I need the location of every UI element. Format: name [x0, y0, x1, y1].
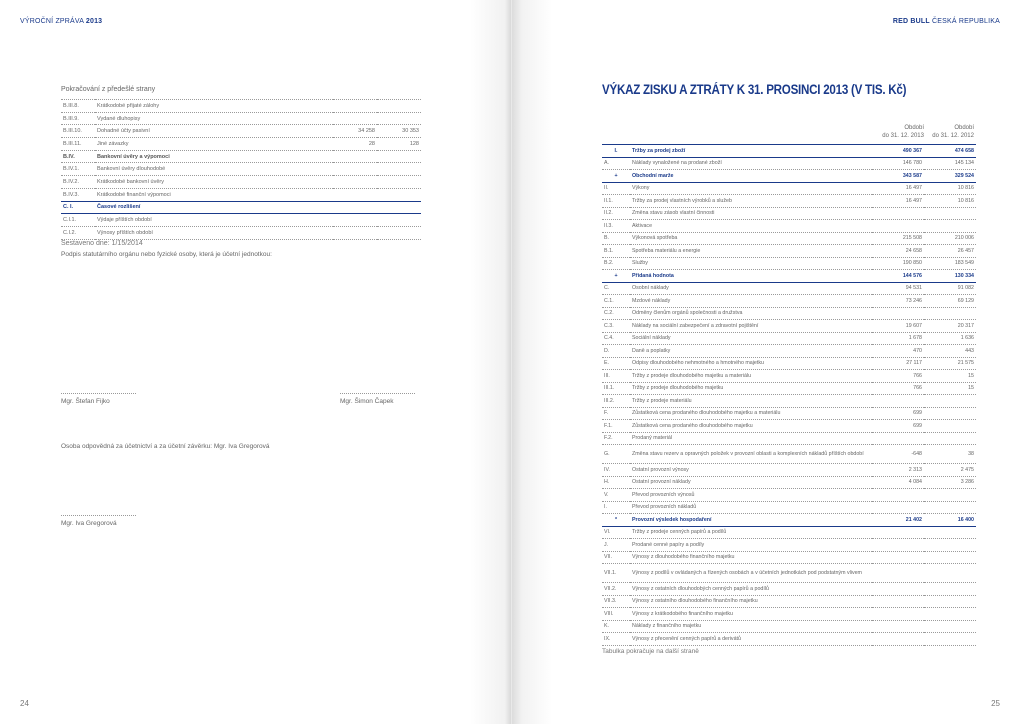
- balance-sheet-row: [61, 125, 421, 138]
- row-label: Provozní výsledek hospodaření: [630, 514, 872, 527]
- income-statement-row: [602, 464, 976, 477]
- row-label: Sociální náklady: [630, 332, 872, 345]
- row-value-prior: [377, 188, 421, 201]
- row-value-prior: [924, 395, 976, 408]
- row-value-prior: 26 457: [924, 245, 976, 258]
- income-statement-row: [602, 270, 976, 283]
- row-label: Ostatní provozní výnosy: [630, 464, 872, 477]
- row-value-current: [872, 307, 924, 320]
- left-page: [0, 0, 511, 724]
- row-code: VIII.: [602, 608, 630, 621]
- row-value-current: 190 850: [872, 257, 924, 270]
- row-code: B.2.: [602, 257, 630, 270]
- income-statement-row: [602, 514, 976, 527]
- row-value-prior: [924, 583, 976, 596]
- row-value-current: [872, 489, 924, 502]
- income-statement-row: [602, 170, 976, 183]
- income-statement-row: [602, 332, 976, 345]
- row-label: Vydané dluhopisy: [95, 112, 333, 125]
- row-label: Dohadné účty pasivní: [95, 125, 333, 138]
- row-label: Výnosy z dlouhodobého finančního majetku: [630, 551, 872, 564]
- balance-sheet-row: [61, 214, 421, 227]
- income-statement-row: [602, 145, 976, 158]
- row-value-prior: 183 549: [924, 257, 976, 270]
- income-statement-row: [602, 407, 976, 420]
- row-code: F.: [602, 407, 630, 420]
- row-value-prior: 20 317: [924, 320, 976, 333]
- continues-note: Tabulka pokračuje na další straně: [602, 648, 699, 655]
- row-code: VII.3.: [602, 595, 630, 608]
- row-value-current: 766: [872, 382, 924, 395]
- row-label: Výnosy příštích období: [95, 226, 333, 239]
- row-value-prior: 16 400: [924, 514, 976, 527]
- report-year: 2013: [85, 18, 103, 25]
- row-label: Výnosy z přecenění cenných papírů a derivátů: [630, 633, 872, 646]
- column-header-2013-label: Období: [904, 125, 924, 131]
- row-label: Tržby za prodej vlastních výrobků a služeb: [630, 195, 872, 208]
- row-value-current: 73 246: [872, 295, 924, 308]
- row-label: Přidaná hodnota: [630, 270, 872, 283]
- row-value-prior: [377, 150, 421, 163]
- balance-sheet-row: [61, 112, 421, 125]
- signature-line-1: [61, 393, 136, 394]
- row-value-current: 27 117: [872, 357, 924, 370]
- row-value-prior: 1 636: [924, 332, 976, 345]
- row-value-current: [872, 620, 924, 633]
- row-code: VI.: [602, 526, 630, 539]
- row-label: Odměny členům orgánů společnosti a družstva: [630, 307, 872, 320]
- row-code: C.I.2.: [61, 226, 95, 239]
- row-value-current: [872, 608, 924, 621]
- balance-sheet-row: [61, 150, 421, 163]
- row-value-prior: 30 353: [377, 125, 421, 138]
- column-header-2012: [892, 124, 974, 140]
- column-header-2012-label: Období: [954, 125, 974, 131]
- income-statement-row: [602, 195, 976, 208]
- compiled-date: Sestaveno dne: 1/15/2014: [61, 240, 143, 247]
- row-value-current: 699: [872, 407, 924, 420]
- income-statement-row: [602, 232, 976, 245]
- row-code: G.: [602, 445, 630, 464]
- row-value-prior: [924, 595, 976, 608]
- balance-sheet-row: [61, 188, 421, 201]
- row-label: Změna stavu rezerv a opravných položek v provozní oblasti a komplexních nákladů příštích období: [630, 445, 872, 464]
- income-statement-row: [602, 501, 976, 514]
- row-code: K.: [602, 620, 630, 633]
- row-value-prior: [924, 633, 976, 646]
- row-value-current: [872, 207, 924, 220]
- row-value-current: [872, 220, 924, 233]
- row-label: Převod provozních výnosů: [630, 489, 872, 502]
- row-code: C.2.: [602, 307, 630, 320]
- row-code: B.IV.2.: [61, 176, 95, 189]
- row-label: Výnosy z podílů v ovládaných a řízených osobách a v účetních jednotkách pod podstatným vlivem: [630, 564, 872, 583]
- row-value-prior: 10 816: [924, 182, 976, 195]
- row-value-current: [872, 539, 924, 552]
- row-label: Tržby z prodeje dlouhodobého majetku: [630, 382, 872, 395]
- signature-prompt: Podpis statutárního orgánu nebo fyzické osoby, která je účetní jednotkou:: [61, 251, 272, 258]
- row-value-prior: 329 524: [924, 170, 976, 183]
- income-statement-row: [602, 489, 976, 502]
- row-code: C.4.: [602, 332, 630, 345]
- row-value-current: [333, 163, 377, 176]
- row-label: Výnosy z krátkodobého finančního majetku: [630, 608, 872, 621]
- row-value-prior: 443: [924, 345, 976, 358]
- row-code: I.: [602, 501, 630, 514]
- row-label: Náklady vynaložené na prodané zboží: [630, 157, 872, 170]
- row-code: IX.: [602, 633, 630, 646]
- row-label: Prodaný materiál: [630, 432, 872, 445]
- row-value-current: 28: [333, 138, 377, 151]
- row-value-current: 470: [872, 345, 924, 358]
- balance-sheet-row: [61, 176, 421, 189]
- row-value-prior: [924, 501, 976, 514]
- row-value-current: 343 587: [872, 170, 924, 183]
- row-code: C. I.: [61, 201, 95, 214]
- row-value-current: 4 084: [872, 476, 924, 489]
- left-header: [20, 18, 102, 25]
- row-code: +: [602, 270, 630, 283]
- income-statement-row: [602, 583, 976, 596]
- income-statement-row: [602, 295, 976, 308]
- row-value-current: [872, 432, 924, 445]
- signature-line-3: [61, 515, 136, 516]
- signature-line-2: [340, 393, 415, 394]
- row-label: Náklady na sociální zabezpečení a zdravotní pojištění: [630, 320, 872, 333]
- balance-sheet-row: [61, 226, 421, 239]
- row-label: Náklady z finančního majetku: [630, 620, 872, 633]
- row-label: Krátkodobé přijaté zálohy: [95, 100, 333, 113]
- row-value-prior: 145 134: [924, 157, 976, 170]
- row-code: C.3.: [602, 320, 630, 333]
- signer-1: Mgr. Štefan Fijko: [61, 398, 110, 405]
- row-value-prior: [924, 307, 976, 320]
- row-value-current: [333, 100, 377, 113]
- row-value-prior: [377, 201, 421, 214]
- page-number-left: 24: [20, 699, 29, 708]
- row-label: Tržby z prodeje materiálu: [630, 395, 872, 408]
- row-label: Tržby z prodeje cenných papírů a podílů: [630, 526, 872, 539]
- row-label: Krátkodobé bankovní úvěry: [95, 176, 333, 189]
- income-statement-row: [602, 357, 976, 370]
- row-label: Krátkodobé finanční výpomoci: [95, 188, 333, 201]
- row-value-current: [333, 201, 377, 214]
- row-value-current: [872, 526, 924, 539]
- row-code: I.: [602, 145, 630, 158]
- income-statement-row: [602, 245, 976, 258]
- row-code: *: [602, 514, 630, 527]
- row-value-prior: 210 006: [924, 232, 976, 245]
- row-code: II.2.: [602, 207, 630, 220]
- report-title: VÝROČNÍ ZPRÁVA: [20, 18, 84, 25]
- row-value-current: 16 497: [872, 195, 924, 208]
- row-code: +: [602, 170, 630, 183]
- row-value-prior: [924, 564, 976, 583]
- row-value-current: 24 658: [872, 245, 924, 258]
- row-code: A.: [602, 157, 630, 170]
- row-label: Spotřeba materiálu a energie: [630, 245, 872, 258]
- row-label: Prodané cenné papíry a podíly: [630, 539, 872, 552]
- income-statement-row: [602, 257, 976, 270]
- row-code: VII.1.: [602, 564, 630, 583]
- row-code: III.: [602, 370, 630, 383]
- row-value-current: [333, 176, 377, 189]
- income-statement-row: [602, 445, 976, 464]
- row-value-prior: [377, 163, 421, 176]
- income-statement-row: [602, 526, 976, 539]
- row-value-current: [872, 595, 924, 608]
- row-code: H.: [602, 476, 630, 489]
- row-value-current: [872, 395, 924, 408]
- row-value-prior: [924, 220, 976, 233]
- row-code: F.1.: [602, 420, 630, 433]
- income-statement-row: [602, 620, 976, 633]
- income-statement-table: [602, 144, 976, 646]
- row-code: B.III.8.: [61, 100, 95, 113]
- row-value-prior: [377, 112, 421, 125]
- row-value-current: 144 576: [872, 270, 924, 283]
- row-code: B.III.10.: [61, 125, 95, 138]
- income-statement-row: [602, 320, 976, 333]
- income-statement-row: [602, 345, 976, 358]
- brand-name: RED BULL: [892, 18, 930, 25]
- right-page: [512, 0, 1024, 724]
- row-code: B.1.: [602, 245, 630, 258]
- row-value-current: 699: [872, 420, 924, 433]
- income-statement-row: [602, 420, 976, 433]
- income-statement-row: [602, 608, 976, 621]
- row-label: Aktivace: [630, 220, 872, 233]
- signer-2: Mgr. Šimon Čapek: [340, 398, 394, 405]
- row-label: Odpisy dlouhodobého nehmotného a hmotného majetku: [630, 357, 872, 370]
- row-value-prior: [924, 608, 976, 621]
- row-value-current: [872, 583, 924, 596]
- row-code: V.: [602, 489, 630, 502]
- row-value-prior: 130 334: [924, 270, 976, 283]
- row-code: II.1.: [602, 195, 630, 208]
- row-value-prior: [377, 214, 421, 227]
- responsible-person: Osoba odpovědná za účetnictví a za účetní závěrku: Mgr. Iva Gregorová: [61, 443, 270, 450]
- row-code: IV.: [602, 464, 630, 477]
- row-value-current: [333, 226, 377, 239]
- column-header-2012-period: do 31. 12. 2012: [932, 133, 974, 139]
- balance-sheet-table: [61, 99, 421, 240]
- row-label: Bankovní úvěry dlouhodobé: [95, 163, 333, 176]
- row-value-current: 2 313: [872, 464, 924, 477]
- balance-sheet-row: [61, 163, 421, 176]
- row-label: Služby: [630, 257, 872, 270]
- row-value-prior: [924, 407, 976, 420]
- income-statement-row: [602, 395, 976, 408]
- row-value-prior: [924, 539, 976, 552]
- row-label: Daně a poplatky: [630, 345, 872, 358]
- row-label: Časové rozlišení: [95, 201, 333, 214]
- row-code: B.IV.: [61, 150, 95, 163]
- row-value-prior: 128: [377, 138, 421, 151]
- row-code: VII.: [602, 551, 630, 564]
- row-value-prior: [924, 432, 976, 445]
- row-value-current: [333, 188, 377, 201]
- signer-3: Mgr. Iva Gregorová: [61, 520, 117, 527]
- row-value-prior: 21 575: [924, 357, 976, 370]
- row-value-prior: [924, 420, 976, 433]
- row-value-current: 94 531: [872, 282, 924, 295]
- row-value-prior: 2 475: [924, 464, 976, 477]
- income-statement-row: [602, 564, 976, 583]
- row-value-prior: [377, 176, 421, 189]
- row-code: B.IV.3.: [61, 188, 95, 201]
- row-value-current: [872, 551, 924, 564]
- income-statement-row: [602, 432, 976, 445]
- right-header: [893, 18, 1000, 25]
- row-label: Tržby za prodej zboží: [630, 145, 872, 158]
- row-label: Jiné závazky: [95, 138, 333, 151]
- row-value-prior: [377, 100, 421, 113]
- row-code: C.: [602, 282, 630, 295]
- row-value-current: 766: [872, 370, 924, 383]
- row-value-prior: 38: [924, 445, 976, 464]
- row-value-current: 21 402: [872, 514, 924, 527]
- income-statement-row: [602, 282, 976, 295]
- row-value-prior: [924, 551, 976, 564]
- row-value-current: [872, 564, 924, 583]
- row-code: B.IV.1.: [61, 163, 95, 176]
- row-code: II.: [602, 182, 630, 195]
- row-label: Výkony: [630, 182, 872, 195]
- row-label: Mzdové náklady: [630, 295, 872, 308]
- balance-sheet-row: [61, 100, 421, 113]
- row-value-current: -648: [872, 445, 924, 464]
- row-label: Osobní náklady: [630, 282, 872, 295]
- row-value-current: [872, 501, 924, 514]
- row-value-current: [333, 112, 377, 125]
- row-value-current: 490 367: [872, 145, 924, 158]
- income-statement-row: [602, 539, 976, 552]
- row-label: Změna stavu zásob vlastní činnosti: [630, 207, 872, 220]
- income-statement-row: [602, 207, 976, 220]
- row-value-prior: 3 286: [924, 476, 976, 489]
- row-label: Tržby z prodeje dlouhodobého majetku a materiálu: [630, 370, 872, 383]
- row-value-prior: [924, 526, 976, 539]
- row-label: Výnosy z ostatních dlouhodobých cenných papírů a podílů: [630, 583, 872, 596]
- row-code: II.3.: [602, 220, 630, 233]
- balance-sheet-row: [61, 138, 421, 151]
- row-code: F.2.: [602, 432, 630, 445]
- row-label: Zůstatková cena prodaného dlouhodobého majetku: [630, 420, 872, 433]
- row-code: J.: [602, 539, 630, 552]
- row-value-prior: 15: [924, 382, 976, 395]
- income-statement-row: [602, 551, 976, 564]
- income-statement-row: [602, 476, 976, 489]
- row-value-prior: [924, 489, 976, 502]
- row-value-prior: 15: [924, 370, 976, 383]
- row-label: Zůstatková cena prodaného dlouhodobého majetku a materiálu: [630, 407, 872, 420]
- income-statement-row: [602, 370, 976, 383]
- income-statement-row: [602, 382, 976, 395]
- column-header-2013-period: do 31. 12. 2013: [882, 133, 924, 139]
- row-code: VII.2.: [602, 583, 630, 596]
- row-value-prior: 10 816: [924, 195, 976, 208]
- row-code: III.2.: [602, 395, 630, 408]
- row-value-current: 19 607: [872, 320, 924, 333]
- row-label: Ostatní provozní náklady: [630, 476, 872, 489]
- row-code: III.1.: [602, 382, 630, 395]
- row-value-current: [872, 633, 924, 646]
- row-code: C.1.: [602, 295, 630, 308]
- row-label: Převod provozních nákladů: [630, 501, 872, 514]
- row-label: Výdaje příštích období: [95, 214, 333, 227]
- income-statement-row: [602, 157, 976, 170]
- row-code: B.III.9.: [61, 112, 95, 125]
- row-label: Obchodní marže: [630, 170, 872, 183]
- brand-country: ČESKÁ REPUBLIKA: [932, 18, 1000, 25]
- row-code: C.I.1.: [61, 214, 95, 227]
- row-label: Výkonová spotřeba: [630, 232, 872, 245]
- statement-title: VÝKAZ ZISKU A ZTRÁTY K 31. PROSINCI 2013 (V TIS. Kč): [602, 82, 907, 97]
- row-label: Výnosy z ostatního dlouhodobého finančního majetku: [630, 595, 872, 608]
- row-value-prior: 91 082: [924, 282, 976, 295]
- income-statement-row: [602, 220, 976, 233]
- row-value-current: [333, 150, 377, 163]
- income-statement-row: [602, 182, 976, 195]
- row-value-prior: 474 658: [924, 145, 976, 158]
- row-value-prior: 69 129: [924, 295, 976, 308]
- page-number-right: 25: [991, 699, 1000, 708]
- row-value-current: 1 678: [872, 332, 924, 345]
- row-code: D.: [602, 345, 630, 358]
- income-statement-row: [602, 633, 976, 646]
- row-value-current: 146 780: [872, 157, 924, 170]
- row-code: E.: [602, 357, 630, 370]
- income-statement-row: [602, 595, 976, 608]
- row-value-prior: [924, 207, 976, 220]
- balance-sheet-row: [61, 201, 421, 214]
- row-value-current: 16 497: [872, 182, 924, 195]
- continuation-note: Pokračování z předešlé strany: [61, 86, 156, 93]
- income-statement-row: [602, 307, 976, 320]
- row-value-prior: [924, 620, 976, 633]
- row-value-current: [333, 214, 377, 227]
- row-value-prior: [377, 226, 421, 239]
- row-value-current: 215 508: [872, 232, 924, 245]
- row-label: Bankovní úvěry a výpomoci: [95, 150, 333, 163]
- row-code: B.: [602, 232, 630, 245]
- row-code: B.III.11.: [61, 138, 95, 151]
- row-value-current: 34 258: [333, 125, 377, 138]
